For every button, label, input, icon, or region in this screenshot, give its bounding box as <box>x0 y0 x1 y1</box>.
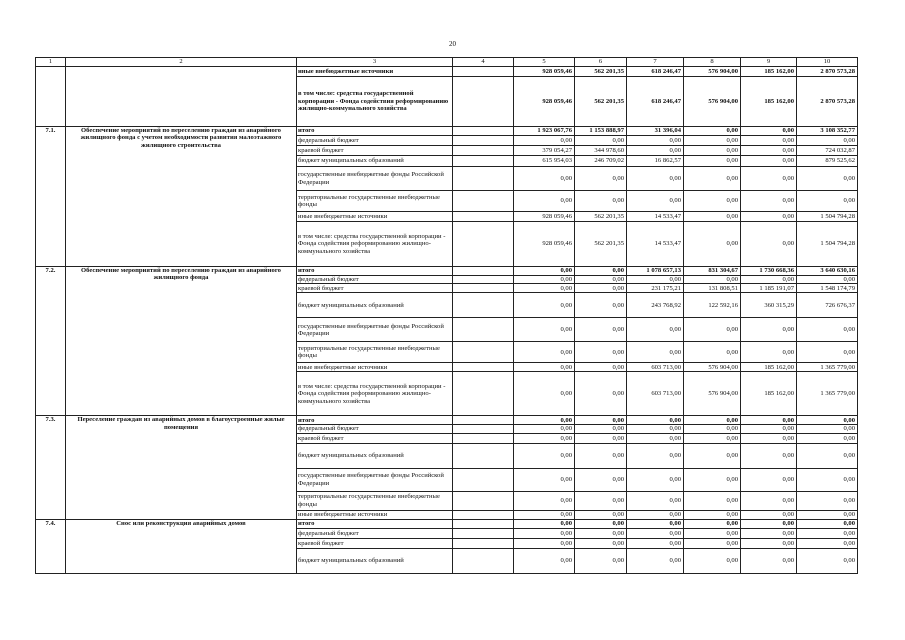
table-row <box>36 416 858 425</box>
value-cell: 379 054,27 <box>514 146 575 156</box>
value-cell: 0,00 <box>514 276 575 284</box>
column-4-cell <box>453 127 514 136</box>
value-cell: 0,00 <box>575 510 627 519</box>
value-cell: 726 676,37 <box>797 293 858 318</box>
column-number-header <box>36 58 858 67</box>
value-cell: 1 365 779,00 <box>797 363 858 372</box>
value-cell: 603 713,00 <box>627 363 684 372</box>
value-cell: 0,00 <box>575 519 627 528</box>
column-number: 4 <box>453 58 514 67</box>
value-cell: 0,00 <box>684 127 741 136</box>
value-cell: 0,00 <box>514 538 575 548</box>
value-cell: 0,00 <box>627 342 684 363</box>
value-cell: 0,00 <box>514 443 575 468</box>
column-number: 9 <box>741 58 797 67</box>
value-cell: 928 059,46 <box>514 67 575 77</box>
value-cell: 0,00 <box>575 267 627 276</box>
value-cell: 0,00 <box>684 167 741 191</box>
funding-source: итого <box>297 267 453 276</box>
column-4-cell <box>453 491 514 510</box>
column-4-cell <box>453 468 514 491</box>
value-cell: 1 923 067,76 <box>514 127 575 136</box>
value-cell: 0,00 <box>627 510 684 519</box>
value-cell: 0,00 <box>627 433 684 443</box>
value-cell: 0,00 <box>575 443 627 468</box>
value-cell: 344 978,60 <box>575 146 627 156</box>
column-4-cell <box>453 372 514 416</box>
row-name: Переселение граждан из аварийных домов в благоустроенные жилые помещения <box>66 416 297 519</box>
value-cell: 0,00 <box>575 433 627 443</box>
value-cell: 0,00 <box>627 491 684 510</box>
value-cell: 131 808,51 <box>684 284 741 293</box>
value-cell: 0,00 <box>575 538 627 548</box>
value-cell: 0,00 <box>741 519 797 528</box>
value-cell: 0,00 <box>514 548 575 573</box>
column-number: 5 <box>514 58 575 67</box>
funding-source: иные внебюджетные источники <box>297 67 453 77</box>
funding-source: федеральный бюджет <box>297 276 453 284</box>
column-4-cell <box>453 284 514 293</box>
value-cell: 0,00 <box>797 538 858 548</box>
value-cell: 0,00 <box>684 433 741 443</box>
value-cell: 0,00 <box>741 127 797 136</box>
column-number: 7 <box>627 58 684 67</box>
value-cell: 0,00 <box>627 276 684 284</box>
value-cell: 0,00 <box>741 342 797 363</box>
value-cell: 0,00 <box>627 146 684 156</box>
value-cell: 831 304,67 <box>684 267 741 276</box>
column-4-cell <box>453 318 514 342</box>
row-name: Снос или реконструкция аварийных домов <box>66 519 297 573</box>
value-cell: 2 870 573,28 <box>797 67 858 77</box>
value-cell: 0,00 <box>741 276 797 284</box>
column-4-cell <box>453 276 514 284</box>
value-cell: 0,00 <box>684 519 741 528</box>
value-cell: 603 713,00 <box>627 372 684 416</box>
value-cell: 0,00 <box>514 342 575 363</box>
value-cell: 185 162,00 <box>741 363 797 372</box>
funding-source: бюджет муниципальных образований <box>297 548 453 573</box>
column-4-cell <box>453 363 514 372</box>
value-cell: 31 396,04 <box>627 127 684 136</box>
column-4-cell <box>453 538 514 548</box>
value-cell: 0,00 <box>514 425 575 433</box>
value-cell: 562 201,35 <box>575 67 627 77</box>
value-cell: 0,00 <box>797 167 858 191</box>
value-cell: 3 640 630,16 <box>797 267 858 276</box>
value-cell: 0,00 <box>684 548 741 573</box>
value-cell: 0,00 <box>514 293 575 318</box>
value-cell: 0,00 <box>684 425 741 433</box>
value-cell: 928 059,46 <box>514 77 575 127</box>
value-cell: 928 059,46 <box>514 212 575 222</box>
funding-source: краевой бюджет <box>297 146 453 156</box>
value-cell: 0,00 <box>575 342 627 363</box>
value-cell: 0,00 <box>514 372 575 416</box>
value-cell: 0,00 <box>575 136 627 146</box>
column-4-cell <box>453 156 514 167</box>
value-cell: 0,00 <box>684 136 741 146</box>
value-cell: 0,00 <box>741 318 797 342</box>
value-cell: 0,00 <box>514 363 575 372</box>
row-code: 7.1. <box>36 127 66 267</box>
funding-source: территориальные государственные внебюджетные фонды <box>297 342 453 363</box>
column-number: 1 <box>36 58 66 67</box>
page-number: 20 <box>449 40 456 48</box>
value-cell: 0,00 <box>514 519 575 528</box>
table-body <box>36 67 858 574</box>
value-cell: 0,00 <box>514 191 575 212</box>
column-number: 3 <box>297 58 453 67</box>
value-cell: 0,00 <box>797 276 858 284</box>
value-cell: 0,00 <box>741 468 797 491</box>
value-cell: 0,00 <box>575 425 627 433</box>
value-cell: 2 870 573,28 <box>797 77 858 127</box>
table-row <box>36 67 858 77</box>
value-cell: 0,00 <box>575 372 627 416</box>
funding-source: иные внебюджетные источники <box>297 510 453 519</box>
value-cell: 0,00 <box>797 433 858 443</box>
column-4-cell <box>453 416 514 425</box>
value-cell: 0,00 <box>684 468 741 491</box>
value-cell: 0,00 <box>684 416 741 425</box>
value-cell: 0,00 <box>797 528 858 538</box>
funding-source: федеральный бюджет <box>297 425 453 433</box>
funding-source: территориальные государственные внебюджетные фонды <box>297 191 453 212</box>
value-cell: 0,00 <box>684 510 741 519</box>
value-cell: 0,00 <box>627 191 684 212</box>
value-cell: 246 709,02 <box>575 156 627 167</box>
value-cell: 576 904,00 <box>684 372 741 416</box>
value-cell: 0,00 <box>627 416 684 425</box>
value-cell: 562 201,35 <box>575 212 627 222</box>
funding-source: государственные внебюджетные фонды Российской Федерации <box>297 167 453 191</box>
table-row <box>36 127 858 136</box>
value-cell: 0,00 <box>575 468 627 491</box>
value-cell: 0,00 <box>684 538 741 548</box>
value-cell: 0,00 <box>514 318 575 342</box>
column-number: 10 <box>797 58 858 67</box>
value-cell: 562 201,35 <box>575 77 627 127</box>
row-name: Обеспечение мероприятий по переселению граждан из аварийного жилищного фонда с учетом необходимости развития малоэтажного жилищного строительства <box>66 127 297 267</box>
value-cell: 0,00 <box>684 191 741 212</box>
value-cell: 1 185 191,07 <box>741 284 797 293</box>
value-cell: 0,00 <box>741 425 797 433</box>
column-4-cell <box>453 443 514 468</box>
value-cell: 0,00 <box>514 468 575 491</box>
funding-source: иные внебюджетные источники <box>297 212 453 222</box>
value-cell: 0,00 <box>797 136 858 146</box>
column-4-cell <box>453 267 514 276</box>
value-cell: 1 730 668,36 <box>741 267 797 276</box>
row-code: 7.3. <box>36 416 66 519</box>
value-cell: 0,00 <box>575 318 627 342</box>
column-4-cell <box>453 146 514 156</box>
value-cell: 0,00 <box>514 491 575 510</box>
table-row <box>36 519 858 528</box>
value-cell: 0,00 <box>684 146 741 156</box>
column-4-cell <box>453 167 514 191</box>
funding-source: в том числе: средства государственной корпорации - Фонда содействия реформированию жилищно-коммунального хозяйства <box>297 222 453 267</box>
value-cell: 0,00 <box>575 167 627 191</box>
funding-source: краевой бюджет <box>297 433 453 443</box>
value-cell: 0,00 <box>627 443 684 468</box>
column-4-cell <box>453 222 514 267</box>
value-cell: 0,00 <box>514 510 575 519</box>
value-cell: 0,00 <box>575 284 627 293</box>
value-cell: 0,00 <box>684 443 741 468</box>
value-cell: 0,00 <box>514 267 575 276</box>
funding-source: бюджет муниципальных образований <box>297 156 453 167</box>
funding-source: бюджет муниципальных образований <box>297 293 453 318</box>
value-cell: 0,00 <box>514 167 575 191</box>
value-cell: 0,00 <box>797 342 858 363</box>
row-name <box>66 67 297 127</box>
value-cell: 0,00 <box>575 528 627 538</box>
value-cell: 0,00 <box>797 491 858 510</box>
column-4-cell <box>453 425 514 433</box>
value-cell: 16 862,57 <box>627 156 684 167</box>
column-4-cell <box>453 528 514 538</box>
table-row <box>36 267 858 276</box>
value-cell: 0,00 <box>797 318 858 342</box>
funding-source: государственные внебюджетные фонды Российской Федерации <box>297 318 453 342</box>
value-cell: 0,00 <box>627 318 684 342</box>
column-number: 8 <box>684 58 741 67</box>
value-cell: 0,00 <box>575 363 627 372</box>
value-cell: 0,00 <box>627 136 684 146</box>
value-cell: 185 162,00 <box>741 372 797 416</box>
value-cell: 1 504 794,28 <box>797 212 858 222</box>
value-cell: 0,00 <box>684 212 741 222</box>
column-4-cell <box>453 510 514 519</box>
column-number: 6 <box>575 58 627 67</box>
column-4-cell <box>453 191 514 212</box>
value-cell: 0,00 <box>797 191 858 212</box>
value-cell: 0,00 <box>741 538 797 548</box>
row-code: 7.2. <box>36 267 66 416</box>
value-cell: 618 246,47 <box>627 77 684 127</box>
value-cell: 0,00 <box>684 156 741 167</box>
value-cell: 0,00 <box>684 276 741 284</box>
funding-source: краевой бюджет <box>297 284 453 293</box>
funding-source: в том числе: средства государственной корпорации - Фонда содействия реформированию жилищно-коммунального хозяйства <box>297 77 453 127</box>
value-cell: 0,00 <box>741 156 797 167</box>
value-cell: 0,00 <box>741 548 797 573</box>
value-cell: 1 548 174,79 <box>797 284 858 293</box>
value-cell: 1 153 888,97 <box>575 127 627 136</box>
funding-source: федеральный бюджет <box>297 528 453 538</box>
value-cell: 724 032,87 <box>797 146 858 156</box>
value-cell: 562 201,35 <box>575 222 627 267</box>
value-cell: 0,00 <box>627 528 684 538</box>
value-cell: 0,00 <box>514 284 575 293</box>
value-cell: 0,00 <box>627 519 684 528</box>
value-cell: 0,00 <box>627 425 684 433</box>
value-cell: 0,00 <box>797 443 858 468</box>
value-cell: 0,00 <box>575 293 627 318</box>
value-cell: 0,00 <box>797 510 858 519</box>
value-cell: 0,00 <box>684 318 741 342</box>
value-cell: 14 533,47 <box>627 222 684 267</box>
value-cell: 576 904,00 <box>684 67 741 77</box>
column-4-cell <box>453 342 514 363</box>
row-code: 7.4. <box>36 519 66 573</box>
value-cell: 0,00 <box>741 136 797 146</box>
value-cell: 928 059,46 <box>514 222 575 267</box>
value-cell: 618 246,47 <box>627 67 684 77</box>
value-cell: 0,00 <box>514 136 575 146</box>
funding-source: бюджет муниципальных образований <box>297 443 453 468</box>
column-number: 2 <box>66 58 297 67</box>
value-cell: 360 315,29 <box>741 293 797 318</box>
value-cell: 0,00 <box>741 167 797 191</box>
value-cell: 0,00 <box>627 167 684 191</box>
value-cell: 185 162,00 <box>741 67 797 77</box>
funding-source: территориальные государственные внебюджетные фонды <box>297 491 453 510</box>
value-cell: 185 162,00 <box>741 77 797 127</box>
value-cell: 0,00 <box>684 342 741 363</box>
value-cell: 0,00 <box>575 548 627 573</box>
value-cell: 0,00 <box>684 528 741 538</box>
value-cell: 0,00 <box>797 468 858 491</box>
value-cell: 0,00 <box>741 528 797 538</box>
value-cell: 0,00 <box>741 212 797 222</box>
value-cell: 231 175,21 <box>627 284 684 293</box>
funding-source: в том числе: средства государственной корпорации - Фонда содействия реформированию жилищно-коммунального хозяйства <box>297 372 453 416</box>
value-cell: 243 768,92 <box>627 293 684 318</box>
row-code <box>36 67 66 127</box>
value-cell: 0,00 <box>627 538 684 548</box>
value-cell: 0,00 <box>684 491 741 510</box>
value-cell: 0,00 <box>741 510 797 519</box>
value-cell: 0,00 <box>741 222 797 267</box>
column-4-cell <box>453 77 514 127</box>
value-cell: 0,00 <box>514 528 575 538</box>
funding-source: государственные внебюджетные фонды Российской Федерации <box>297 468 453 491</box>
value-cell: 615 954,03 <box>514 156 575 167</box>
column-4-cell <box>453 548 514 573</box>
funding-source: иные внебюджетные источники <box>297 363 453 372</box>
value-cell: 0,00 <box>797 548 858 573</box>
column-4-cell <box>453 519 514 528</box>
value-cell: 0,00 <box>575 416 627 425</box>
value-cell: 0,00 <box>627 548 684 573</box>
funding-source: федеральный бюджет <box>297 136 453 146</box>
value-cell: 0,00 <box>514 416 575 425</box>
value-cell: 0,00 <box>684 222 741 267</box>
value-cell: 122 592,16 <box>684 293 741 318</box>
row-name: Обеспечение мероприятий по переселению граждан из аварийного жилищного фонда <box>66 267 297 416</box>
value-cell: 0,00 <box>741 146 797 156</box>
funding-source: итого <box>297 519 453 528</box>
value-cell: 0,00 <box>741 191 797 212</box>
value-cell: 576 904,00 <box>684 77 741 127</box>
value-cell: 0,00 <box>575 191 627 212</box>
value-cell: 0,00 <box>797 425 858 433</box>
column-4-cell <box>453 433 514 443</box>
value-cell: 0,00 <box>741 433 797 443</box>
value-cell: 1 078 657,13 <box>627 267 684 276</box>
column-4-cell <box>453 212 514 222</box>
value-cell: 3 108 352,77 <box>797 127 858 136</box>
column-4-cell <box>453 136 514 146</box>
value-cell: 0,00 <box>575 491 627 510</box>
funding-source: итого <box>297 416 453 425</box>
budget-table <box>35 57 858 574</box>
column-4-cell <box>453 293 514 318</box>
value-cell: 0,00 <box>741 416 797 425</box>
funding-source: итого <box>297 127 453 136</box>
value-cell: 0,00 <box>797 519 858 528</box>
value-cell: 0,00 <box>514 433 575 443</box>
value-cell: 879 525,62 <box>797 156 858 167</box>
value-cell: 0,00 <box>741 443 797 468</box>
column-4-cell <box>453 67 514 77</box>
funding-source: краевой бюджет <box>297 538 453 548</box>
value-cell: 14 533,47 <box>627 212 684 222</box>
value-cell: 0,00 <box>741 491 797 510</box>
value-cell: 576 904,00 <box>684 363 741 372</box>
value-cell: 1 365 779,00 <box>797 372 858 416</box>
value-cell: 0,00 <box>627 468 684 491</box>
value-cell: 0,00 <box>797 416 858 425</box>
value-cell: 0,00 <box>575 276 627 284</box>
value-cell: 1 504 794,28 <box>797 222 858 267</box>
